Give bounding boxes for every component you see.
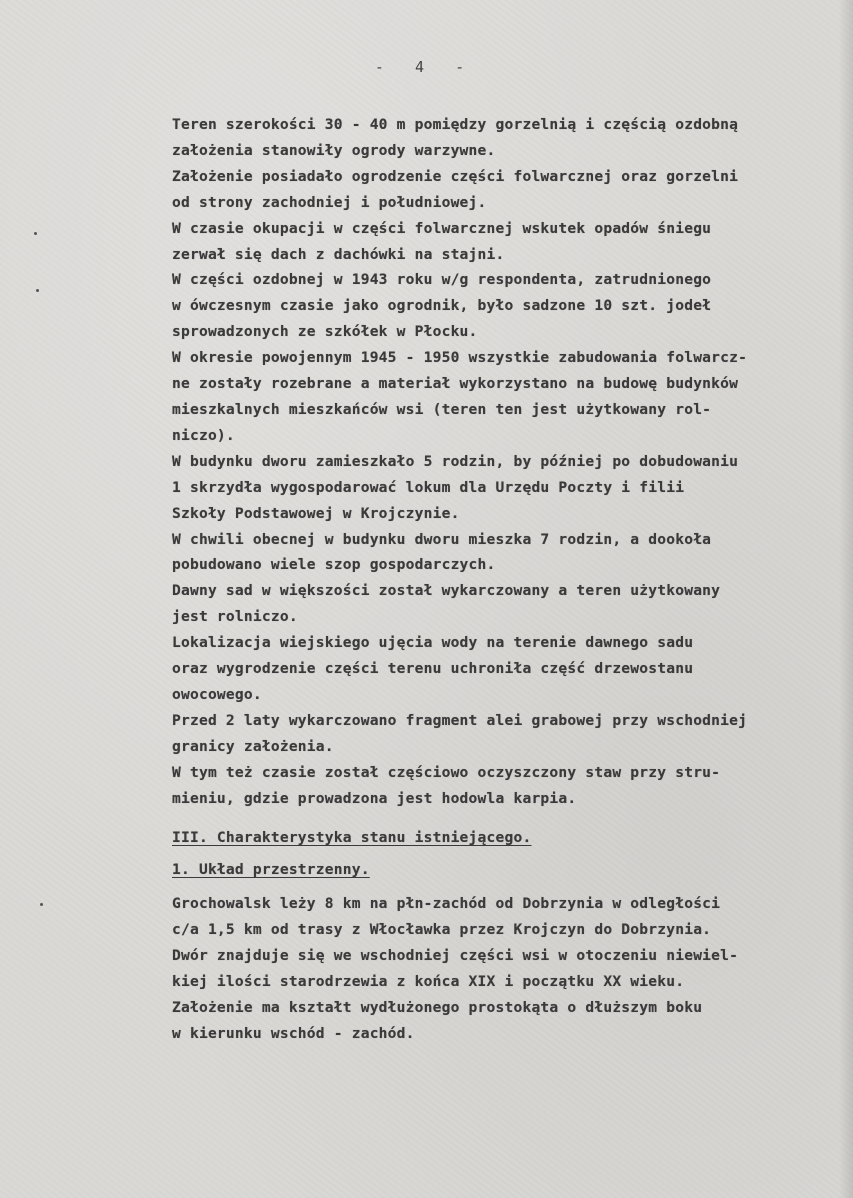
paper-speck [34,232,37,235]
text-line: Teren szerokości 30 - 40 m pomiędzy gorzelnią i częścią ozdobną [172,116,739,133]
paragraph-spatial-layout [172,891,844,1046]
text-line: niczo). [172,426,235,444]
section-heading [172,825,844,851]
text-line: Szkoły Podstawowej w Krojczynie. [172,504,460,522]
text-line: Dwór znajduje się we wschodniej części wsi w otoczeniu niewiel- [172,947,739,965]
text-line: mieniu, gdzie prowadzona jest hodowla karpia. [172,789,577,807]
paragraph-history [172,112,844,811]
subsection-heading [172,857,844,883]
text-line: ne zostały rozebrane a materiał wykorzystano na budowę budynków [172,375,739,393]
text-line: zerwał się dach z dachówki na stajni. [172,245,505,263]
text-line: Założenie ma kształt wydłużonego prostokąta o dłuższym boku [172,998,703,1016]
subsection-heading-text: 1. Układ przestrzenny. [172,861,370,879]
document-body [172,112,844,1047]
spacer [172,811,844,825]
text-line: 1 skrzydła wygospodarować lokum dla Urzędu Poczty i filii [172,478,685,496]
text-line: W chwili obecnej w budynku dworu mieszka 7 rodzin, a dookoła [172,530,712,548]
text-line: w ówczesnym czasie jako ogrodnik, było sadzone 10 szt. jodeł [172,297,712,315]
paper-speck [36,289,39,292]
text-line: oraz wygrodzenie części terenu uchroniła część drzewostanu [172,660,694,678]
text-line: W tym też czasie został częściowo oczyszczony staw przy stru- [172,763,721,781]
text-line: c/a 1,5 km od trasy z Włocławka przez Krojczyn do Dobrzynia. [172,921,712,939]
text-line: kiej ilości starodrzewia z końca XIX i początku XX wieku. [172,973,685,990]
text-line: w kierunku wschód - zachód. [172,1024,415,1042]
text-line: założenia stanowiły ogrody warzywne. [172,141,496,159]
text-line: od strony zachodniej i południowej. [172,193,487,211]
text-line: jest rolniczo. [172,608,298,626]
text-line: W czasie okupacji w części folwarcznej wskutek opadów śniegu [172,219,712,237]
paper-speck [40,903,43,906]
text-line: pobudowano wiele szop gospodarczych. [172,556,496,574]
text-line: owocowego. [172,685,262,703]
text-line: Lokalizacja wiejskiego ujęcia wody na terenie dawnego sadu [172,634,694,652]
text-line: mieszkalnych mieszkańców wsi (teren ten jest użytkowany rol- [172,400,712,418]
text-line: Przed 2 laty wykarczowano fragment alei grabowej przy wschodniej [172,711,748,729]
text-line: W budynku dworu zamieszkało 5 rodzin, by później po dobudowaniu [172,452,739,470]
text-line: Grochowalsk leży 8 km na płn-zachód od Dobrzynia w odległości [172,895,721,913]
text-line: granicy założenia. [172,737,334,755]
section-heading-text: III. Charakterystyka stanu istniejącego. [172,829,532,847]
page-number: - 4 - [374,58,466,76]
spacer [172,883,844,891]
text-line: sprowadzonych ze szkółek w Płocku. [172,323,478,341]
text-line: W części ozdobnej w 1943 roku w/g respondenta, zatrudnionego [172,271,712,289]
text-line: Dawny sad w większości został wykarczowany a teren użytkowany [172,582,721,600]
text-line: Założenie posiadało ogrodzenie części folwarcznej oraz gorzelni [172,167,739,185]
text-line: W okresie powojennym 1945 - 1950 wszystkie zabudowania folwarcz- [172,349,748,367]
